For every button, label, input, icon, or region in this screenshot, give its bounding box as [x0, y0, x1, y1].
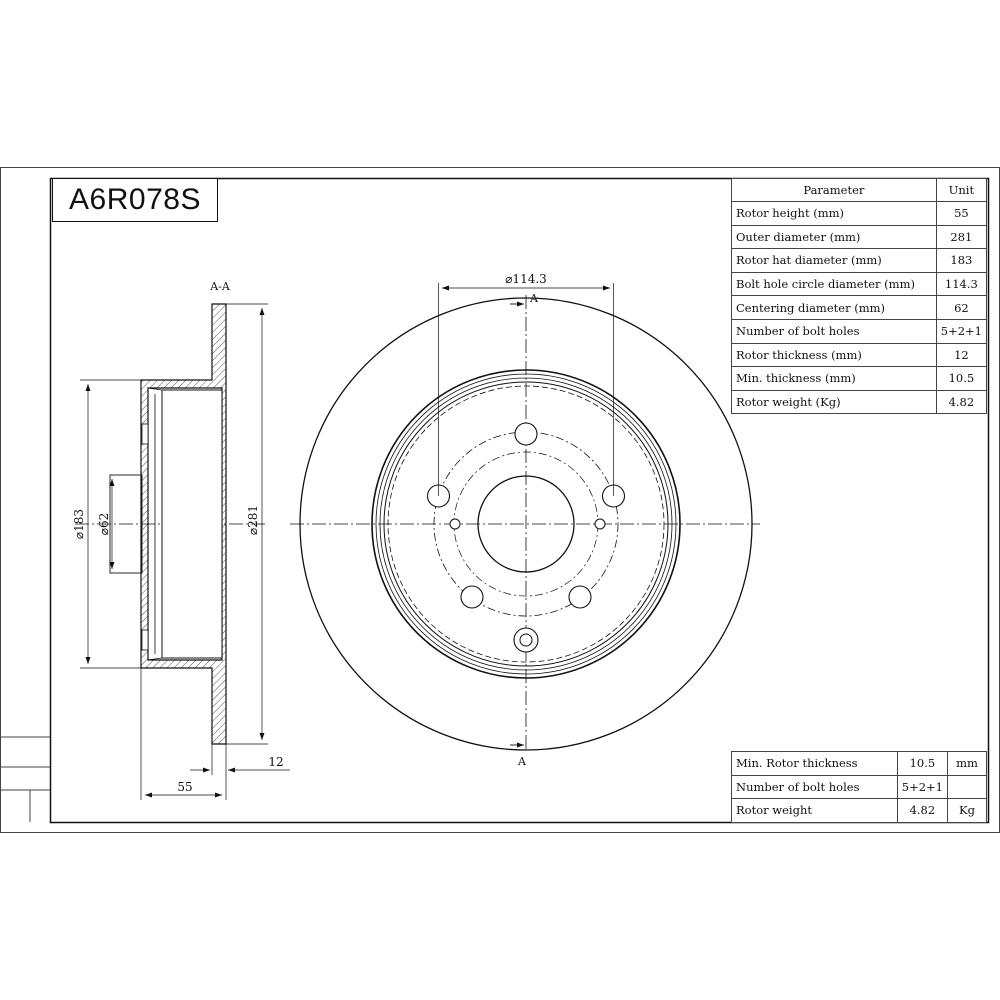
dim-centering-diameter: ⌀62 [97, 512, 111, 536]
bolt-hole [569, 586, 591, 608]
spec-row [732, 319, 987, 343]
spec-row [732, 225, 987, 249]
margin-zone-lines [0, 737, 50, 822]
spec-header-parameter: Parameter [732, 179, 937, 202]
summary-label: Number of bolt holes [732, 775, 898, 799]
spec-value: 183 [936, 249, 986, 273]
section-label: A-A [210, 280, 230, 293]
spec-label: Centering diameter (mm) [732, 296, 937, 320]
spec-label: Rotor height (mm) [732, 202, 937, 226]
dim-thickness: 12 [268, 755, 284, 769]
spec-value: 12 [936, 343, 986, 367]
summary-label: Rotor weight [732, 799, 898, 823]
spec-table-header [732, 179, 987, 202]
summary-value: 4.82 [897, 799, 947, 823]
spec-header-unit: Unit [936, 179, 986, 202]
spec-value: 281 [936, 225, 986, 249]
section-view [72, 280, 290, 800]
bolt-hole [461, 586, 483, 608]
front-view [290, 272, 760, 768]
spec-label: Rotor weight (Kg) [732, 390, 937, 414]
small-hole [595, 519, 605, 529]
spec-value: 10.5 [936, 367, 986, 391]
spec-value: 114.3 [936, 272, 986, 296]
cut-label-top: A [530, 292, 538, 305]
summary-unit: Kg [948, 799, 987, 823]
spec-value: 62 [936, 296, 986, 320]
summary-row [732, 799, 987, 823]
spec-label: Outer diameter (mm) [732, 225, 937, 249]
summary-row [732, 752, 987, 776]
dim-hat-diameter: ⌀183 [72, 508, 86, 540]
bolt-hole [515, 423, 537, 445]
hat-inner-face [162, 390, 222, 658]
spec-row [732, 367, 987, 391]
spec-label: Number of bolt holes [732, 319, 937, 343]
part-number-title: A6R078S [52, 178, 218, 222]
spec-value: 5+2+1 [936, 319, 986, 343]
dim-bolt-circle: ⌀114.3 [505, 272, 547, 286]
spec-row [732, 249, 987, 273]
summary-row [732, 775, 987, 799]
dim-height: 55 [177, 780, 193, 794]
spec-row [732, 343, 987, 367]
dim-outer-diameter: ⌀281 [246, 504, 260, 536]
summary-unit [948, 775, 987, 799]
spec-value: 4.82 [936, 390, 986, 414]
spec-row [732, 296, 987, 320]
summary-unit: mm [948, 752, 987, 776]
spec-row [732, 272, 987, 296]
spec-table [731, 178, 987, 414]
spec-row [732, 202, 987, 226]
spec-value: 55 [936, 202, 986, 226]
small-hole [450, 519, 460, 529]
locating-hole-inner [520, 634, 532, 646]
summary-table [731, 751, 987, 823]
cut-label-bottom: A [518, 755, 526, 768]
summary-value: 5+2+1 [897, 775, 947, 799]
summary-label: Min. Rotor thickness [732, 752, 898, 776]
summary-value: 10.5 [897, 752, 947, 776]
spec-label: Rotor thickness (mm) [732, 343, 937, 367]
spec-label: Min. thickness (mm) [732, 367, 937, 391]
spec-label: Bolt hole circle diameter (mm) [732, 272, 937, 296]
spec-label: Rotor hat diameter (mm) [732, 249, 937, 273]
spec-row [732, 390, 987, 414]
